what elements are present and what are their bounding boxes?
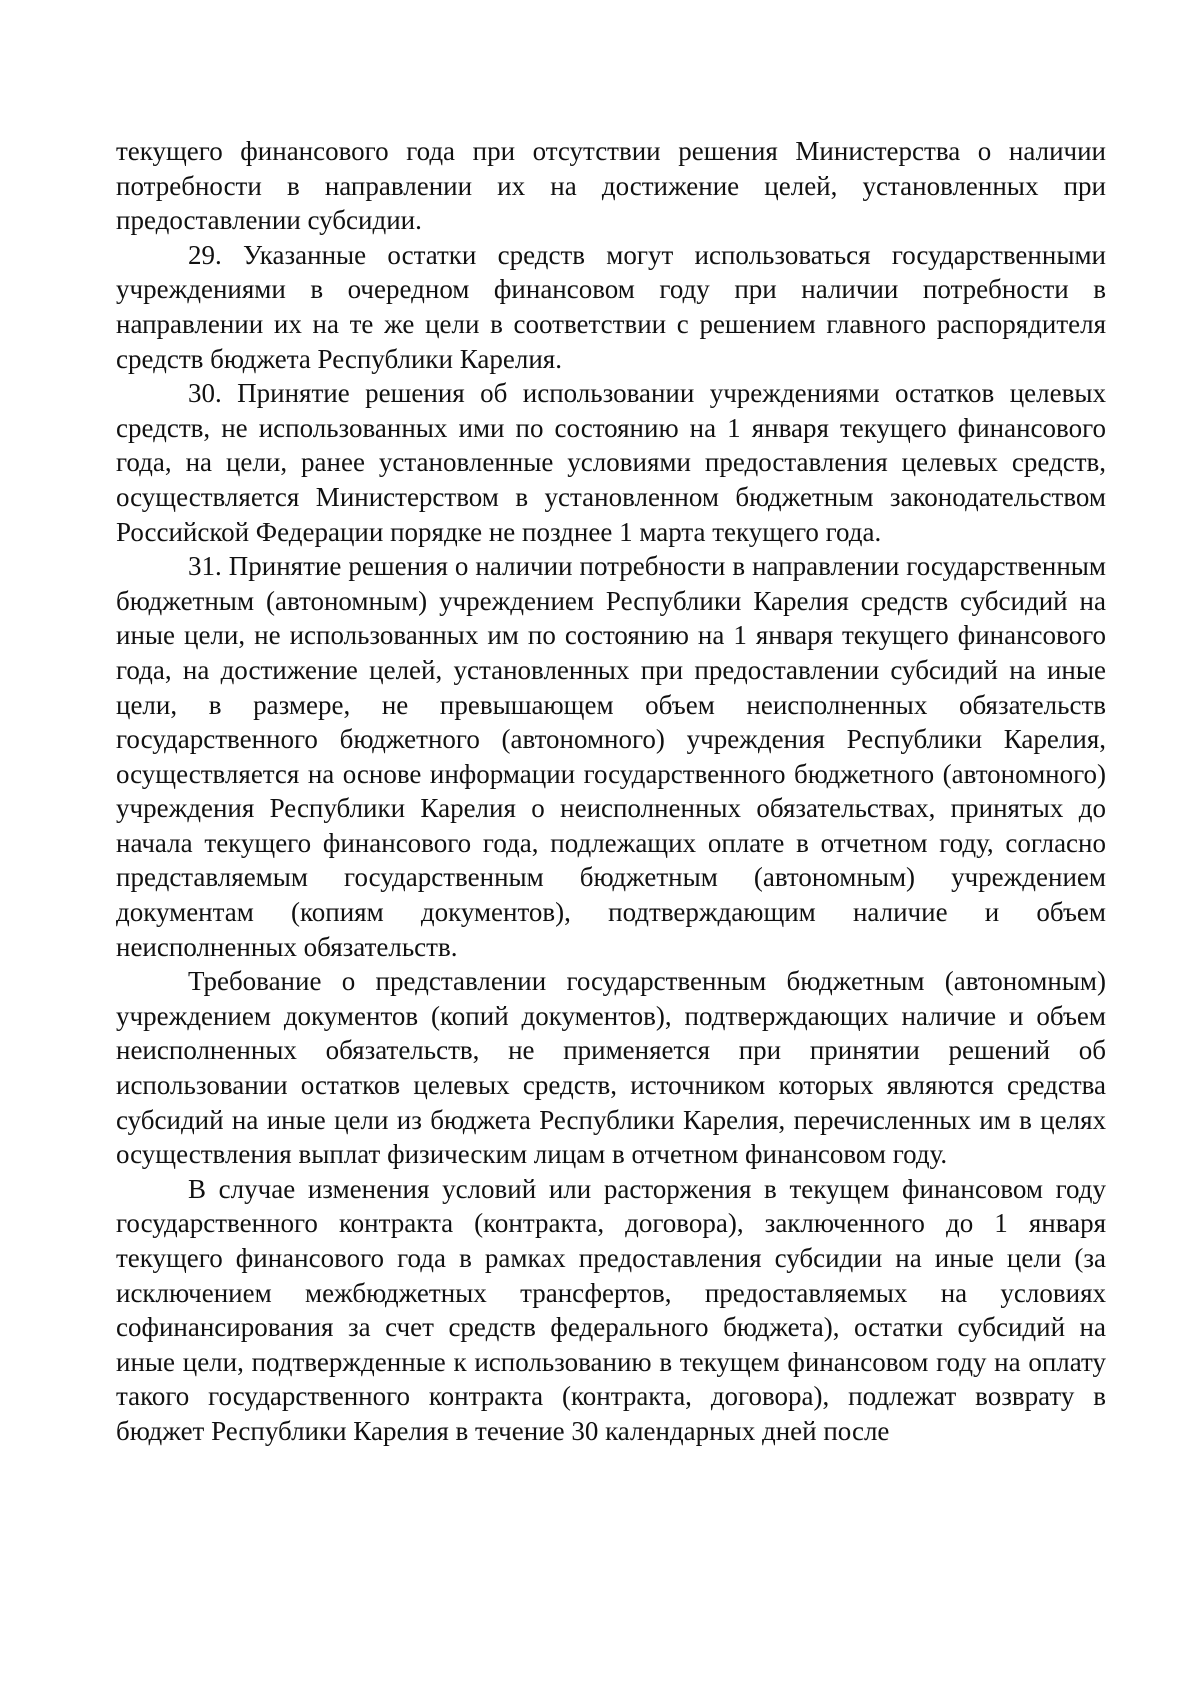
paragraph-30: 30. Принятие решения об использовании учреждениями остатков целевых средств, не использованных ими по состоянию на 1 января текущего финансового года, на цели, ранее установленные условиями предоставления целевых средств, осуществляется Министерством в установленном бюджетным законодательством Российской Федерации порядке не позднее 1 марта текущего года. <box>116 378 1106 547</box>
paragraph-31: 31. Принятие решения о наличии потребности в направлении государственным бюджетным (автономным) учреждением Республики Карелия средств субсидий на иные цели, не использованных им по состоянию на 1 января текущего финансового года, на достижение целей, установленных при предоставлении субсидий на иные цели, в размере, не превышающем объем неисполненных обязательств государственного бюджетного (автономного) учреждения Республики Карелия, осуществляется на основе информации государственного бюджетного (автономного) учреждения Республики Карелия о неисполненных обязательствах, принятых до начала текущего финансового года, подлежащих оплате в отчетном году, согласно представляемым государственным бюджетным (автономным) учреждением документам (копиям документов), подтверждающим наличие и объем неисполненных обязательств. <box>116 551 1106 962</box>
document-page <box>116 134 1106 1449</box>
paragraph-29: 29. Указанные остатки средств могут использоваться государственными учреждениями в очередном финансовом году при наличии потребности в направлении их на те же цели в соответствии с решением главного распорядителя средств бюджета Республики Карелия. <box>116 239 1106 374</box>
paragraph-contract-change: В случае изменения условий или расторжения в текущем финансовом году государственного контракта (контракта, договора), заключенного до 1 января текущего финансового года в рамках предоставления субсидии на иные цели (за исключением межбюджетных трансфертов, предоставляемых на условиях софинансирования за счет средств федерального бюджета), остатки субсидий на иные цели, подтвержденные к использованию в текущем финансовом году на оплату такого государственного контракта (контракта, договора), подлежат возврату в бюджет Республики Карелия в течение 30 календарных дней после <box>116 1173 1106 1446</box>
paragraph-continuation: текущего финансового года при отсутствии решения Министерства о наличии потребности в направлении их на достижение целей, установленных при предоставлении субсидии. <box>116 136 1106 236</box>
paragraph-requirement: Требование о представлении государственным бюджетным (автономным) учреждением документов (копий документов), подтверждающих наличие и объем неисполненных обязательств, не применяется при принятии решений об использовании остатков целевых средств, источником которых являются средства субсидий на иные цели из бюджета Республики Карелия, перечисленных им в целях осуществления выплат физическим лицам в отчетном финансовом году. <box>116 966 1106 1170</box>
